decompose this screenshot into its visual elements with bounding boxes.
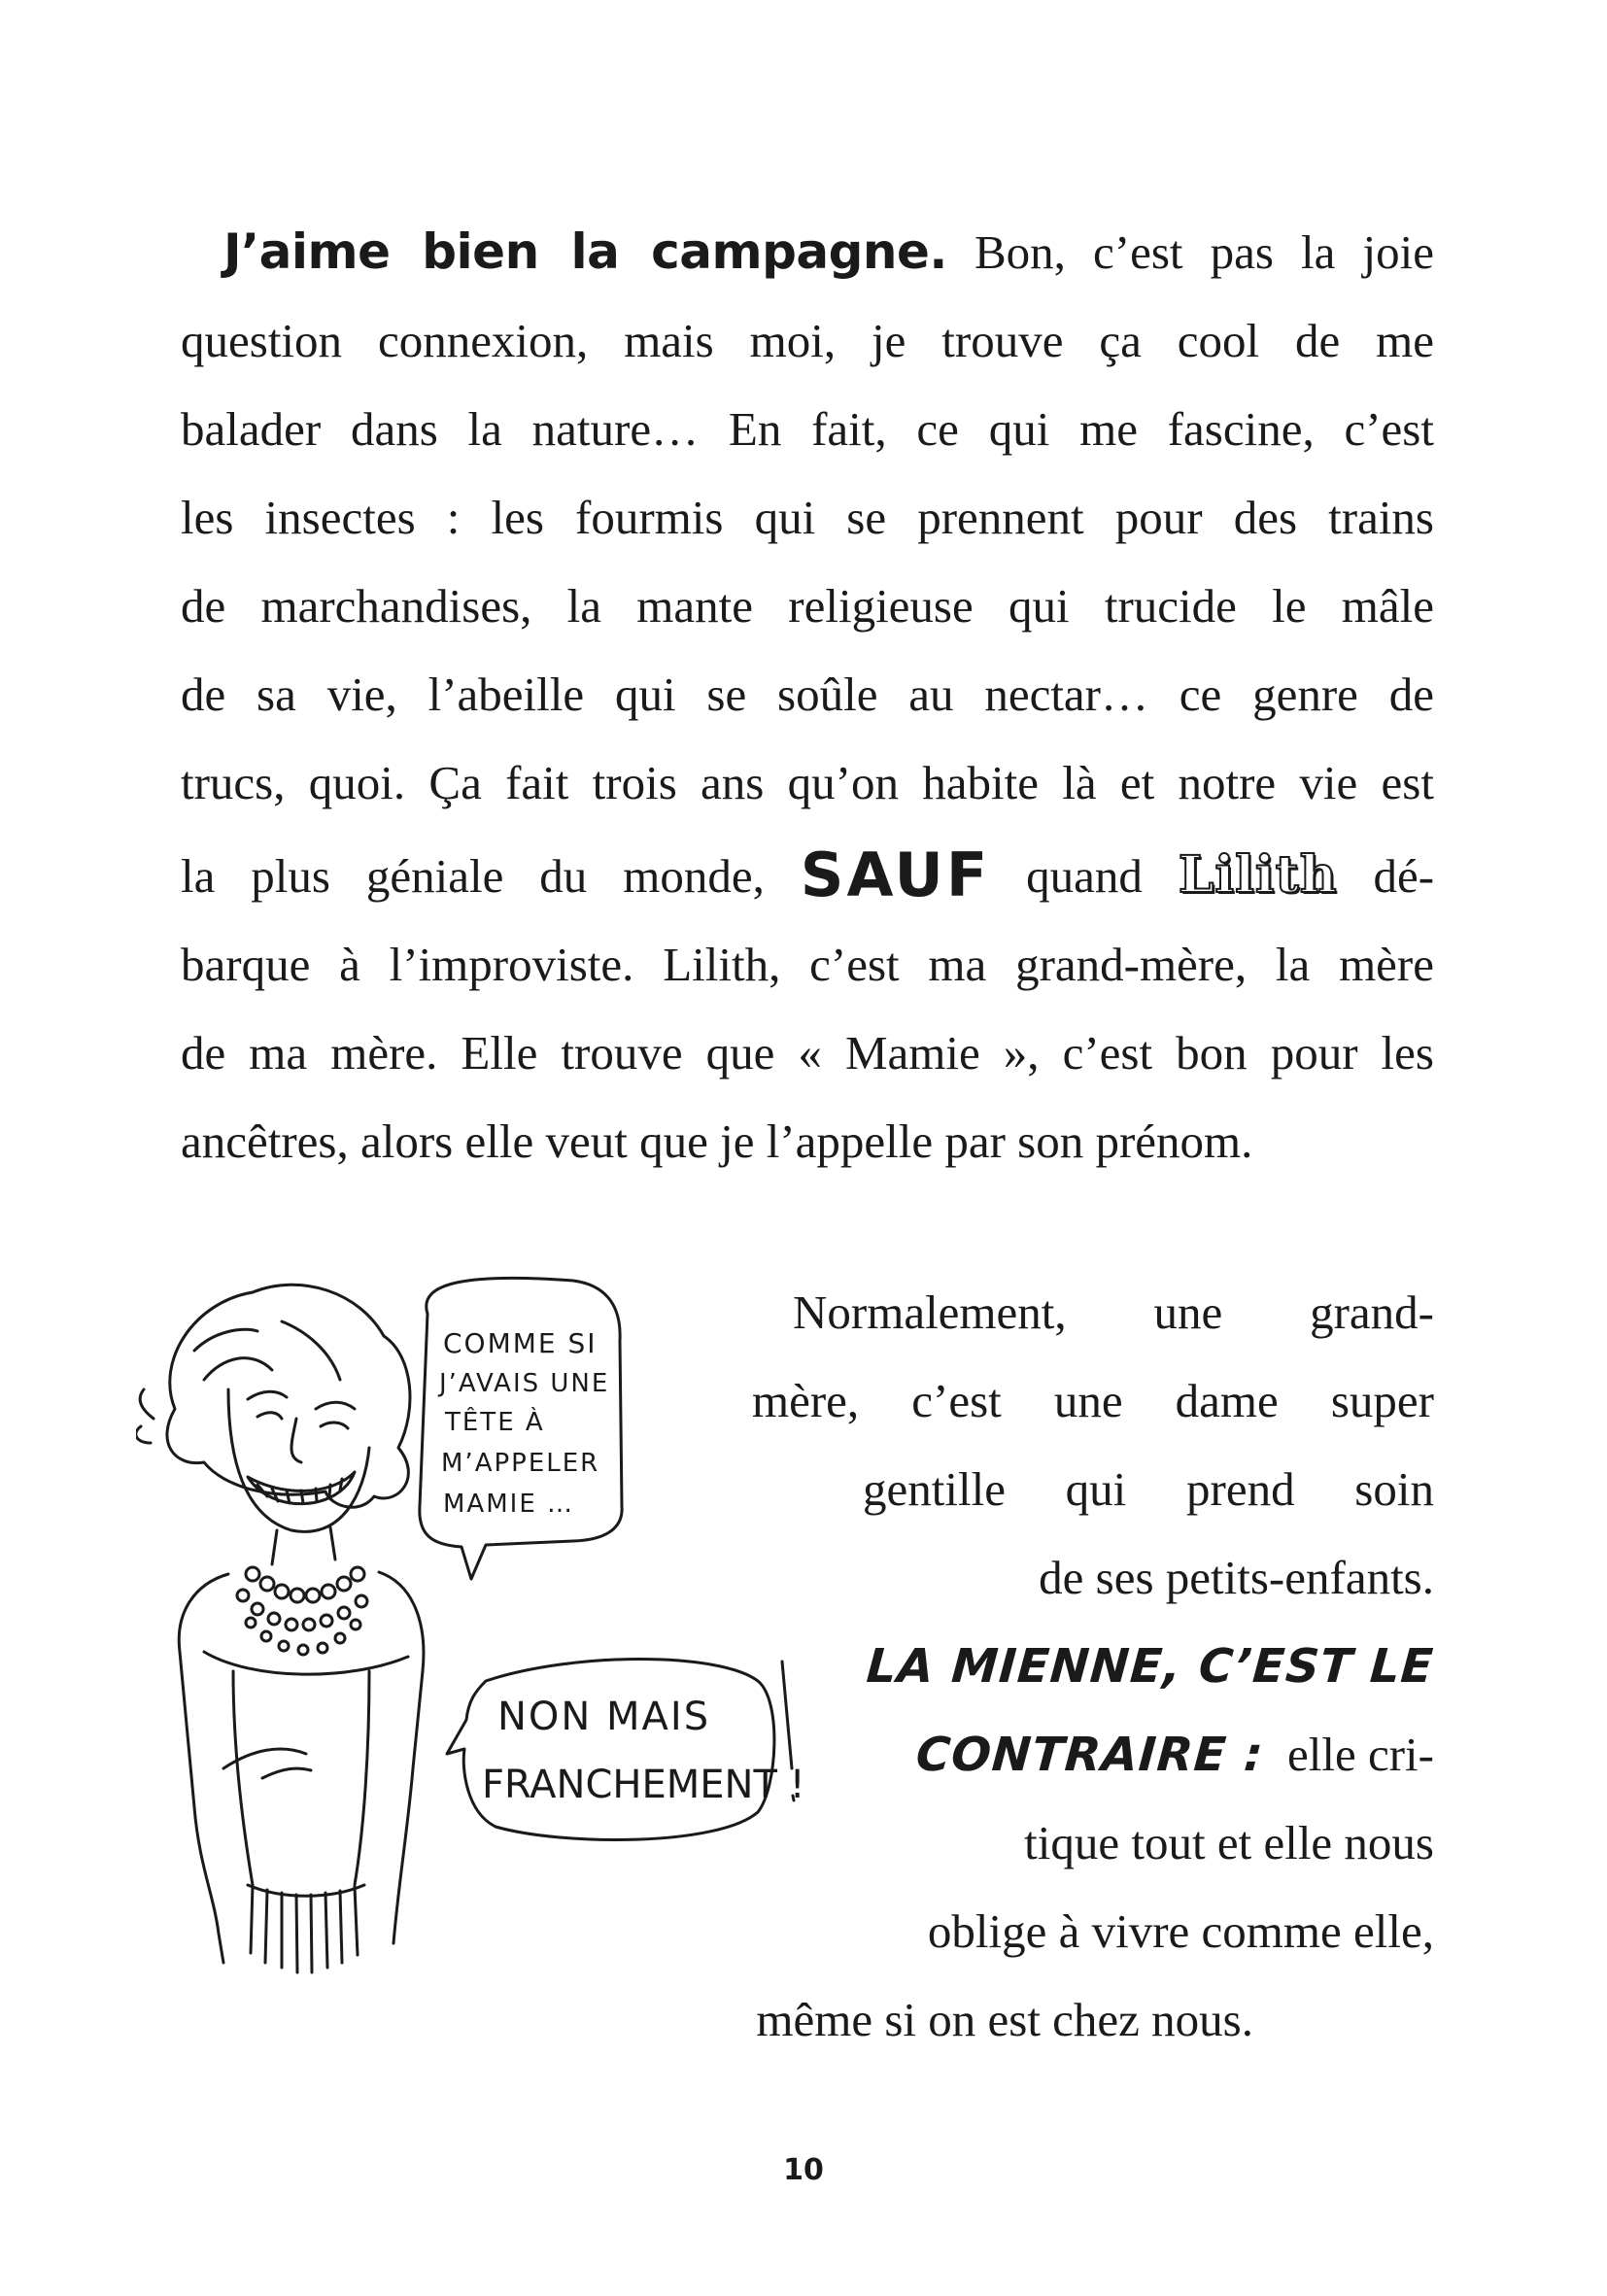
bubble-line: TÊTE À	[445, 1408, 545, 1437]
text-line	[181, 827, 1434, 920]
text-fragment: la plus géniale du monde,	[181, 849, 765, 903]
text-line: gentille qui prend soin	[863, 1462, 1434, 1516]
text-line: de marchandises, la mante religieuse qui trucide le mâle	[181, 579, 1434, 633]
bubble-line: M’APPELER	[441, 1449, 600, 1478]
dress	[179, 1574, 228, 1963]
text-line	[913, 1727, 1434, 1782]
text-fragment: Bon, c’est pas la joie	[974, 225, 1434, 279]
text-line: de sa vie, l’abeille qui se soûle au nectar… ce genre de	[181, 668, 1434, 721]
page-number: 10	[783, 2153, 824, 2187]
caps-emphasis: LA MIENNE, C’EST LE	[865, 1639, 1436, 1694]
text-line: ancêtres, alors elle veut que je l’appelle par son prénom.	[181, 1114, 1253, 1168]
text-line: barque à l’improviste. Lilith, c’est ma grand-mère, la mère	[181, 938, 1434, 991]
lilith-stylized-name: Lilith	[1178, 845, 1338, 905]
bubble-line: NON MAIS	[497, 1695, 711, 1739]
speech-bubble-bottom	[447, 1660, 774, 1840]
text-line	[181, 208, 1434, 296]
bubble-line: FRANCHEMENT !	[482, 1763, 805, 1807]
text-line: balader dans la nature… En fait, ce qui me fascine, c’est	[181, 402, 1434, 456]
text-line: de ses petits-enfants.	[1039, 1551, 1434, 1604]
text-line: les insectes : les fourmis qui se prennent pour des trains	[181, 491, 1434, 544]
text-line: mère, c’est une dame super	[752, 1374, 1434, 1427]
paragraph-intro	[181, 208, 1434, 1185]
text-line: même si on est chez nous.	[756, 1993, 1253, 2046]
grandmother-illustration	[136, 1263, 913, 2021]
text-line: tique tout et elle nous	[1024, 1816, 1434, 1869]
text-line: trucs, quoi. Ça fait trois ans qu’on habite là et notre vie est	[181, 756, 1434, 809]
sauf-stylized-word: SAUF	[800, 840, 991, 910]
bubble-line: J’AVAIS UNE	[439, 1369, 610, 1398]
text-fragment: quand	[1026, 849, 1143, 903]
text-line: question connexion, mais moi, je trouve ça cool de me	[181, 314, 1434, 367]
text-fragment: elle cri-	[1287, 1728, 1434, 1781]
pearl-necklace	[237, 1567, 367, 1655]
text-fragment: dé-	[1373, 849, 1435, 903]
caps-emphasis: CONTRAIRE :	[913, 1728, 1266, 1782]
text-line: oblige à vivre comme elle,	[927, 1904, 1434, 1958]
text-line	[867, 1638, 1434, 1694]
bubble-line: MAMIE …	[443, 1490, 575, 1519]
text-line: de ma mère. Elle trouve que « Mamie », c’est bon pour les	[181, 1026, 1434, 1079]
lead-heading: J’aime bien la campagne.	[223, 223, 947, 280]
speech-bubble-top-text	[437, 1327, 609, 1519]
hair	[167, 1285, 410, 1507]
speech-bubble-bottom-text	[482, 1695, 805, 1807]
text-line: Normalement, une grand-	[793, 1285, 1434, 1339]
bubble-line: COMME SI	[443, 1327, 598, 1359]
